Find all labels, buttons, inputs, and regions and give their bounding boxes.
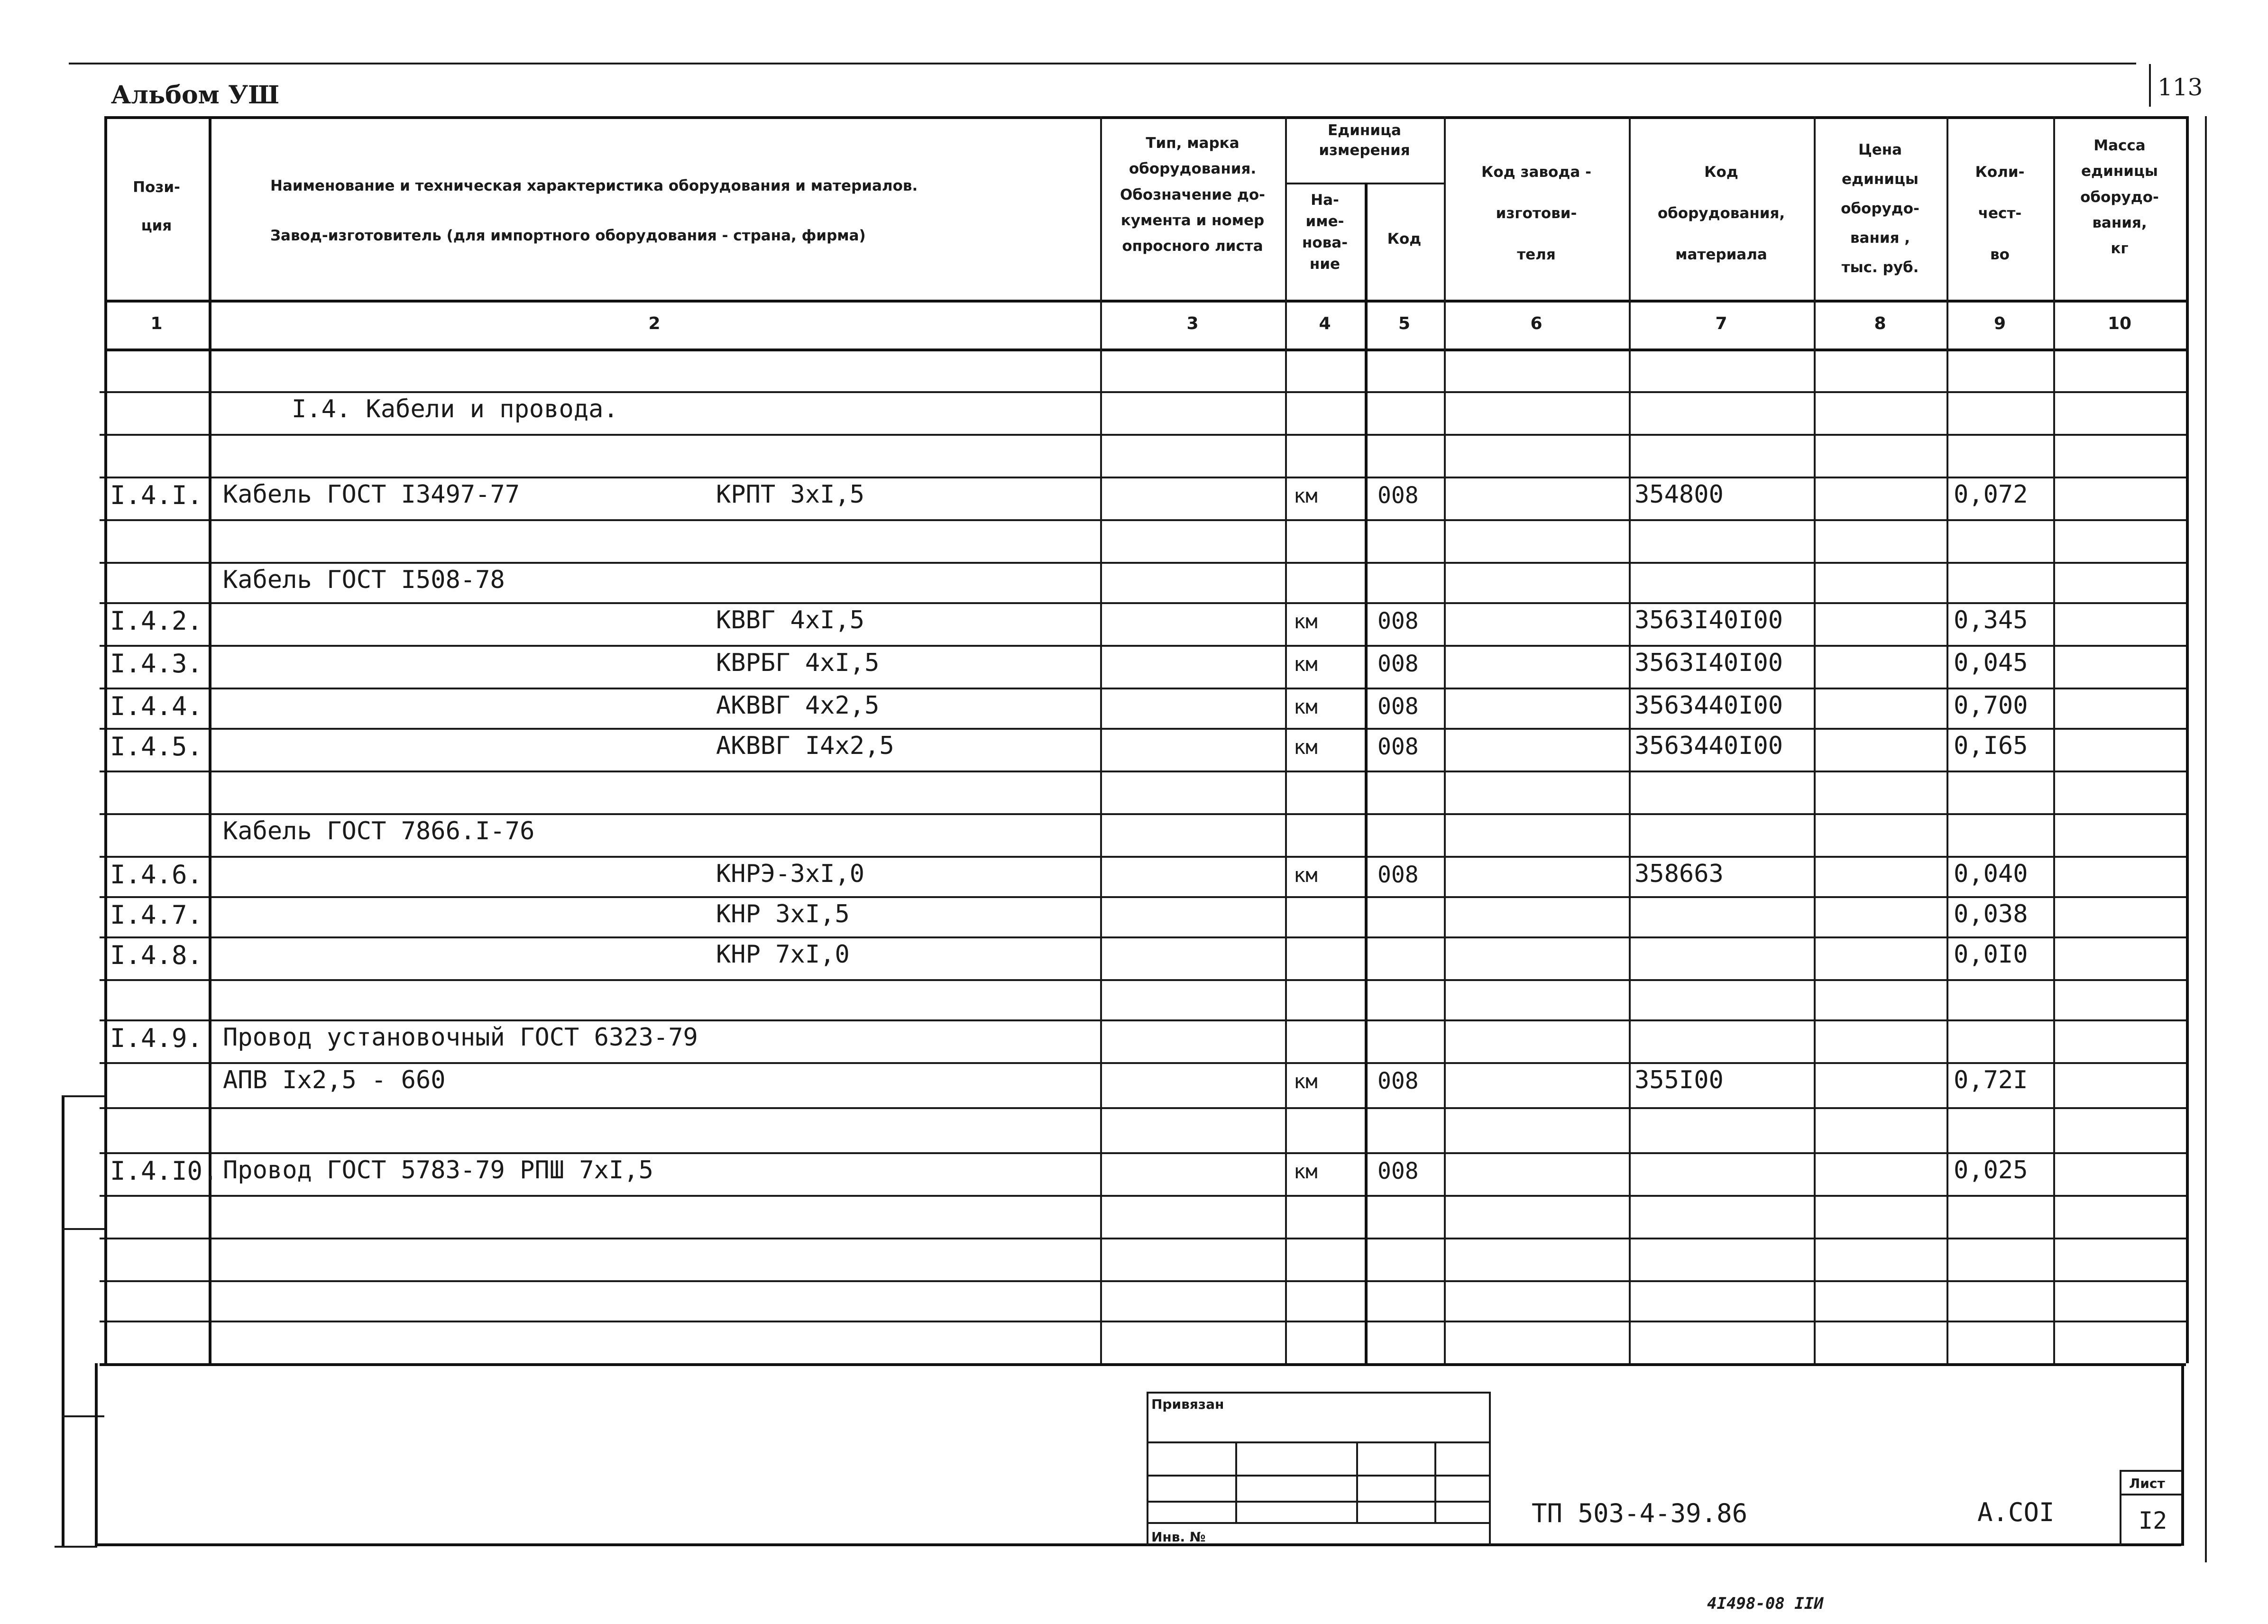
album-title: Альбом УШ: [111, 81, 280, 110]
mark-cell: КНР 3хI,5: [716, 900, 850, 928]
unit-code-cell: 008: [1377, 1158, 1419, 1184]
header-cell-2: Наименование и техническая характеристика оборудования и материалов. Завод-изготовитель (для импортного оборудования - страна, фирма): [270, 177, 918, 245]
header-cell-3: Тип, марка оборудования. Обозначение до- кумента и номер опросного листа: [1120, 135, 1266, 255]
column-number-6: 6: [1530, 314, 1543, 333]
mark-cell: АКВВГ 4х2,5: [716, 691, 880, 720]
header-cell-7: Код оборудования, материала: [1657, 164, 1785, 263]
number-row-border: [104, 349, 2186, 351]
name-cell: Кабель ГОСТ I508-78: [223, 566, 505, 594]
position-cell: I.4.2.: [110, 606, 203, 636]
column-number-8: 8: [1874, 314, 1886, 333]
header-cell-4: На- име- нова- ние: [1302, 192, 1348, 273]
sheet-box-rule: [2120, 1494, 2181, 1496]
name-cell: I.4. Кабели и провода.: [292, 395, 618, 423]
row-rule: [100, 1280, 2186, 1282]
footer-note: 4I498-08 IIИ: [1707, 1594, 1824, 1613]
stamp-rule: [1434, 1441, 1436, 1522]
column-rule: [2186, 116, 2189, 1363]
page-number: 113: [2158, 73, 2203, 101]
position-cell: I.4.5.: [110, 732, 203, 762]
unit-name-cell: км: [1294, 863, 1318, 887]
header-cell-9: Коли- чест- во: [1975, 164, 2025, 263]
column-rule: [2053, 116, 2055, 1363]
unit-name-cell: км: [1294, 695, 1318, 718]
position-cell: I.4.9.: [110, 1023, 203, 1053]
unit-code-cell: 008: [1377, 693, 1419, 720]
quantity-cell: 0,345: [1954, 606, 2028, 634]
sheet-box-rule: [2120, 1470, 2121, 1546]
row-rule: [100, 688, 2186, 689]
position-cell: I.4.I.: [110, 480, 203, 510]
row-rule: [100, 728, 2186, 730]
quantity-cell: 0,025: [1954, 1156, 2028, 1184]
binding-rule: [62, 1228, 104, 1230]
name-cell: Провод установочный ГОСТ 6323-79: [223, 1023, 698, 1052]
stamp-rule: [1356, 1441, 1358, 1522]
name-cell: Кабель ГОСТ I3497-77: [223, 480, 520, 509]
unit-name-cell: км: [1294, 610, 1318, 633]
name-cell: АПВ Iх2,5 - 660: [223, 1066, 446, 1094]
document-code: ТП 503-4-39.86: [1532, 1498, 1748, 1528]
position-cell: I.4.8.: [110, 940, 203, 970]
binding-strip: [62, 1095, 64, 1546]
column-number-2: 2: [648, 314, 661, 333]
name-cell: Провод ГОСТ 5783-79 РПШ 7хI,5: [223, 1156, 653, 1184]
binding-rule: [62, 1095, 104, 1097]
position-cell: I.4.3.: [110, 649, 203, 679]
equipment-code-cell: 3563I40I00: [1634, 606, 1783, 634]
mark-cell: КНР 7хI,0: [716, 940, 850, 969]
mark-cell: КРПТ 3хI,5: [716, 480, 865, 509]
unit-code-cell: 008: [1377, 862, 1419, 888]
table-top-border: [104, 116, 2186, 119]
quantity-cell: 0,040: [1954, 860, 2028, 888]
column-number-5: 5: [1398, 314, 1411, 333]
mark-cell: АКВВГ I4х2,5: [716, 732, 894, 760]
unit-name-cell: км: [1294, 484, 1318, 507]
binding-rule: [55, 1546, 97, 1548]
position-cell: I.4.7.: [110, 900, 203, 930]
name-cell: Кабель ГОСТ 7866.I-76: [223, 817, 535, 845]
inventory-number-label: Инв. №: [1151, 1529, 1206, 1545]
header-cell-8: Цена единицы оборудо- вания , тыс. руб.: [1841, 141, 1919, 276]
unit-name-cell: км: [1294, 652, 1318, 676]
row-rule: [100, 813, 2186, 815]
row-rule: [100, 1195, 2186, 1197]
quantity-cell: 0,038: [1954, 900, 2028, 928]
page-number-border: [2149, 64, 2151, 107]
stamp-rule: [1147, 1501, 1489, 1503]
unit-name-cell: км: [1294, 735, 1318, 759]
column-rule: [104, 116, 107, 1363]
row-rule: [100, 1321, 2186, 1322]
row-rule: [100, 391, 2186, 393]
row-rule: [100, 602, 2186, 604]
column-rule: [1629, 116, 1631, 1363]
quantity-cell: 0,045: [1954, 649, 2028, 677]
stamp-rule: [1147, 1392, 1489, 1394]
row-rule: [100, 856, 2186, 858]
equipment-code-cell: 355I00: [1634, 1066, 1724, 1094]
header-cell-10: Масса единицы оборудо- вания, кг: [2080, 137, 2159, 257]
row-rule: [100, 1152, 2186, 1154]
row-rule: [100, 771, 2186, 772]
frame-right: [2181, 1363, 2184, 1546]
row-rule: [100, 1019, 2186, 1021]
column-number-7: 7: [1715, 314, 1727, 333]
row-rule: [100, 1238, 2186, 1239]
unit-code-cell: 008: [1377, 482, 1419, 509]
row-rule: [100, 936, 2186, 938]
position-cell: I.4.4.: [110, 691, 203, 721]
binding-rule: [62, 1415, 104, 1417]
quantity-cell: 0,700: [1954, 691, 2028, 720]
attached-label: Привязан: [1151, 1396, 1224, 1412]
table-bottom-border: [100, 1363, 2186, 1366]
row-rule: [100, 979, 2186, 981]
unit-name-cell: км: [1294, 1160, 1318, 1183]
column-rule: [1365, 183, 1368, 1363]
unit-code-cell: 008: [1377, 651, 1419, 677]
column-rule: [1814, 116, 1816, 1363]
equipment-code-cell: 358663: [1634, 860, 1724, 888]
stamp-rule: [1147, 1475, 1489, 1477]
frame-left: [95, 1363, 98, 1546]
mark-cell: КНРЭ-3хI,0: [716, 860, 865, 888]
header-cell-5: Код: [1387, 230, 1422, 248]
column-number-10: 10: [2107, 314, 2132, 333]
column-number-1: 1: [150, 314, 163, 333]
position-cell: I.4.6.: [110, 860, 203, 890]
column-rule: [1285, 116, 1287, 1363]
quantity-cell: 0,0I0: [1954, 940, 2028, 969]
stamp-rule: [1147, 1441, 1489, 1443]
sheet-number: I2: [2139, 1507, 2167, 1534]
mark-cell: КВВГ 4хI,5: [716, 606, 865, 634]
unit-name-cell: км: [1294, 1070, 1318, 1093]
sheet-box-rule: [2120, 1470, 2181, 1472]
quantity-cell: 0,I65: [1954, 732, 2028, 760]
sheet-code: А.СОI: [1977, 1497, 2055, 1527]
equipment-code-cell: 3563I40I00: [1634, 649, 1783, 677]
unit-group-header: Единица измерения: [1319, 122, 1410, 159]
quantity-cell: 0,072: [1954, 480, 2028, 509]
row-rule: [100, 1107, 2186, 1109]
column-number-9: 9: [1993, 314, 2006, 333]
column-rule: [1444, 116, 1446, 1363]
equipment-code-cell: 354800: [1634, 480, 1724, 509]
unit-code-cell: 008: [1377, 734, 1419, 760]
unit-code-cell: 008: [1377, 1068, 1419, 1094]
column-rule: [1100, 116, 1102, 1363]
header-cell-1: Пози- ция: [133, 179, 180, 234]
position-cell: I.4.I0.: [110, 1156, 218, 1186]
equipment-code-cell: 3563440I00: [1634, 732, 1783, 760]
quantity-cell: 0,72I: [1954, 1066, 2028, 1094]
row-rule: [100, 1062, 2186, 1064]
unit-code-cell: 008: [1377, 608, 1419, 634]
header-bottom-border: [104, 300, 2186, 303]
mark-cell: КВРБГ 4хI,5: [716, 649, 880, 677]
column-number-4: 4: [1319, 314, 1331, 333]
column-rule: [1947, 116, 1948, 1363]
right-edge-rule: [2205, 116, 2207, 1562]
header-cell-6: Код завода - изготови- теля: [1481, 164, 1591, 263]
stamp-rule: [1235, 1441, 1237, 1522]
column-number-3: 3: [1186, 314, 1199, 333]
stamp-rule: [1489, 1392, 1491, 1546]
equipment-code-cell: 3563440I00: [1634, 691, 1783, 720]
row-rule: [100, 519, 2186, 521]
sheet-label: Лист: [2129, 1476, 2165, 1491]
row-rule: [100, 645, 2186, 647]
row-rule: [100, 896, 2186, 898]
row-rule: [100, 434, 2186, 436]
top-border: [69, 63, 2136, 64]
frame-bottom: [95, 1543, 2181, 1546]
row-rule: [100, 477, 2186, 478]
row-rule: [100, 562, 2186, 564]
stamp-rule: [1147, 1522, 1489, 1524]
